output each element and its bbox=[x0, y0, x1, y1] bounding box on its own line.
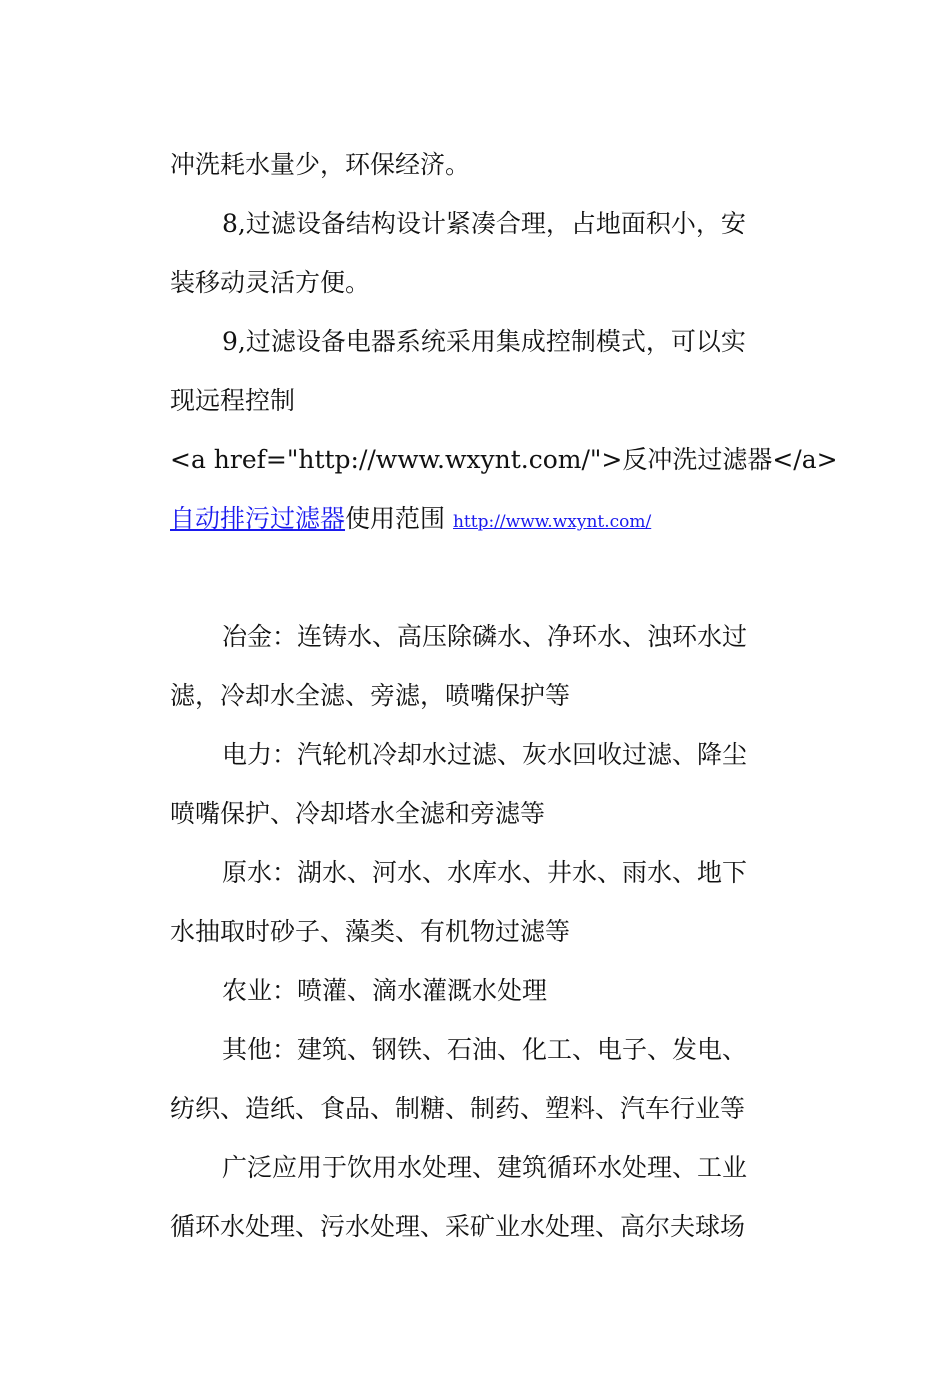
text-line: 水抽取时砂子、藻类、有机物过滤等 bbox=[170, 917, 571, 946]
text-line: 农业：喷灌、滴水灌溉水处理 bbox=[222, 976, 548, 1005]
text-line: 原水：湖水、河水、水库水、井水、雨水、地下 bbox=[222, 858, 748, 887]
text-line: 冶金：连铸水、高压除磷水、净环水、浊环水过 bbox=[222, 622, 748, 651]
blank-line bbox=[170, 548, 782, 607]
text-line: 纺织、造纸、食品、制糖、制药、塑料、汽车行业等 bbox=[170, 1094, 746, 1123]
text-line: 9,过滤设备电器系统采用集成控制模式，可以实 bbox=[222, 327, 746, 356]
auto-filter-link[interactable]: 自动排污过滤器 bbox=[170, 504, 346, 533]
text-line: 电力：汽轮机冷却水过滤、灰水回收过滤、降尘 bbox=[222, 740, 748, 769]
text-line: 装移动灵活方便。 bbox=[170, 268, 371, 297]
text-line: 滤，冷却水全滤、旁滤，喷嘴保护等 bbox=[170, 681, 571, 710]
text-line: 8,过滤设备结构设计紧凑合理，占地面积小，安 bbox=[222, 209, 746, 238]
text-line: 现远程控制 bbox=[170, 386, 296, 415]
website-url-link[interactable]: http://www.wxynt.com/ bbox=[452, 512, 652, 532]
link-line bbox=[170, 489, 782, 548]
text-line: 广泛应用于饮用水处理、建筑循环水处理、工业 bbox=[222, 1153, 748, 1182]
text-line: 其他：建筑、钢铁、石油、化工、电子、发电、 bbox=[222, 1035, 748, 1064]
raw-html-link-text: <a href="http://www.wxynt.com/">反冲洗过滤器</a> bbox=[170, 445, 838, 474]
document-body bbox=[170, 135, 838, 1256]
text-line: 冲洗耗水量少，环保经济。 bbox=[170, 150, 471, 179]
text-line: 循环水处理、污水处理、采矿业水处理、高尔夫球场 bbox=[170, 1212, 746, 1241]
usage-scope-text: 使用范围 bbox=[345, 504, 446, 533]
text-line: 喷嘴保护、冷却塔水全滤和旁滤等 bbox=[170, 799, 546, 828]
